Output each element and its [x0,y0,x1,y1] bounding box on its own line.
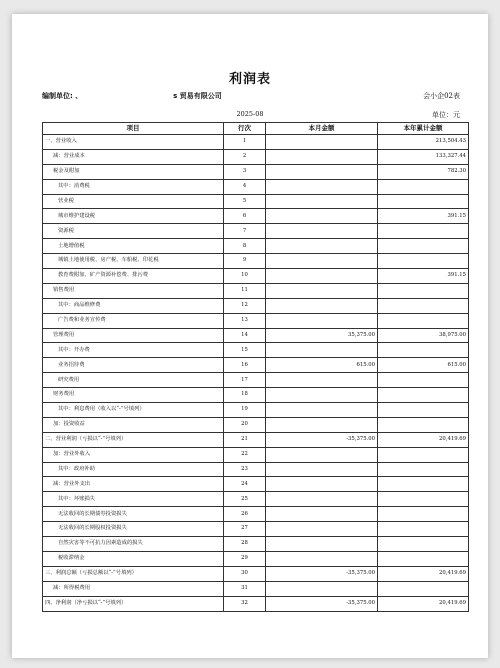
row-month-amount [266,164,378,179]
table-row [43,224,469,239]
row-ytd-amount [378,373,469,388]
row-item-label: 其中：商品维修费 [43,298,224,313]
table-row [43,194,469,209]
row-ytd-amount [378,447,469,462]
row-line-number: 5 [224,194,266,209]
table-row [43,581,469,596]
row-line-number: 15 [224,343,266,358]
row-line-number: 19 [224,403,266,418]
table-row [43,566,469,581]
row-item-label: 营业税 [43,194,224,209]
row-line-number: 8 [224,239,266,254]
row-line-number: 16 [224,358,266,373]
row-item-label: 自然灾害等不可抗力因素造成的损失 [43,537,224,552]
row-ytd-amount [378,537,469,552]
table-row [43,537,469,552]
row-ytd-amount [378,388,469,403]
row-month-amount [266,551,378,566]
table-row [43,283,469,298]
row-line-number: 14 [224,328,266,343]
row-line-number: 13 [224,313,266,328]
column-header-ytd-amount: 本年累计金额 [378,123,469,135]
row-ytd-amount [378,179,469,194]
row-line-number: 17 [224,373,266,388]
row-month-amount [266,388,378,403]
row-ytd-amount [378,551,469,566]
row-ytd-amount [378,343,469,358]
row-month-amount [266,149,378,164]
row-item-label: 城镇土地使用税、房产税、车船税、印花税 [43,254,224,269]
table-row [43,179,469,194]
row-month-amount [266,373,378,388]
company-label: 编制单位: [42,92,73,100]
table-row [43,298,469,313]
report-period: 2025-08 [236,110,264,118]
row-month-amount: 615.00 [266,358,378,373]
row-line-number: 21 [224,432,266,447]
table-row [43,477,469,492]
row-month-amount: -35,375.00 [266,596,378,611]
table-row [43,209,469,224]
row-ytd-amount [378,403,469,418]
row-ytd-amount: 615.00 [378,358,469,373]
row-month-amount [266,135,378,150]
row-item-label: 其中：消费税 [43,179,224,194]
row-ytd-amount: 391.15 [378,269,469,284]
company-name-suffix: 贸易有限公司 [179,92,222,100]
row-item-label: 无法收回的长期债券投资损失 [43,507,224,522]
company-name-partial-1: 、 [75,92,83,100]
table-header-row [43,123,469,135]
table-row [43,432,469,447]
row-item-label: 二、营业利润（亏损以“-”号填列） [43,432,224,447]
row-ytd-amount: 20,419.69 [378,432,469,447]
table-row [43,328,469,343]
row-item-label: 四、净利润（净亏损以“-”号填列） [43,596,224,611]
table-row [43,254,469,269]
row-line-number: 28 [224,537,266,552]
row-item-label: 其中：利息费用（收入以“-”号填列） [43,403,224,418]
row-ytd-amount [378,492,469,507]
row-ytd-amount [378,417,469,432]
row-line-number: 6 [224,209,266,224]
income-statement-table [42,122,469,612]
row-month-amount [266,283,378,298]
row-month-amount [266,522,378,537]
table-row [43,522,469,537]
row-ytd-amount: 133,327.44 [378,149,469,164]
table-row [43,551,469,566]
row-ytd-amount: 391.15 [378,209,469,224]
row-item-label: 税金及附加 [43,164,224,179]
row-ytd-amount [378,581,469,596]
row-line-number: 31 [224,581,266,596]
row-line-number: 7 [224,224,266,239]
row-item-label: 减：营业外支出 [43,477,224,492]
row-month-amount [266,298,378,313]
table-row [43,507,469,522]
row-month-amount [266,194,378,209]
table-row [43,388,469,403]
row-line-number: 12 [224,298,266,313]
row-item-label: 加：投资收益 [43,417,224,432]
row-month-amount [266,417,378,432]
row-line-number: 30 [224,566,266,581]
row-month-amount: 35,375.00 [266,328,378,343]
table-row [43,417,469,432]
table-body [43,135,469,612]
column-header-item: 项目 [43,123,224,135]
row-line-number: 1 [224,135,266,150]
row-item-label: 资源税 [43,224,224,239]
row-ytd-amount: 38,975.00 [378,328,469,343]
row-item-label: 研究费用 [43,373,224,388]
row-line-number: 29 [224,551,266,566]
row-item-label: 减：所得税费用 [43,581,224,596]
row-ytd-amount [378,462,469,477]
row-ytd-amount [378,477,469,492]
row-ytd-amount: 20,419.69 [378,566,469,581]
row-month-amount [266,269,378,284]
row-item-label: 其中：政府补助 [43,462,224,477]
row-ytd-amount [378,194,469,209]
row-line-number: 22 [224,447,266,462]
row-item-label: 管理费用 [43,328,224,343]
company-name-partial-2: s [173,92,178,100]
row-ytd-amount [378,239,469,254]
row-month-amount: -35,375.00 [266,432,378,447]
table-row [43,403,469,418]
row-month-amount [266,462,378,477]
row-ytd-amount [378,313,469,328]
row-item-label: 税收滞纳金 [43,551,224,566]
table-row [43,135,469,150]
row-month-amount [266,447,378,462]
row-item-label: 教育费附加、矿产资源补偿费、排污费 [43,269,224,284]
row-item-label: 业务招待费 [43,358,224,373]
company-line [42,91,222,101]
row-ytd-amount: 213,504.43 [378,135,469,150]
row-ytd-amount [378,283,469,298]
row-ytd-amount [378,298,469,313]
row-month-amount [266,537,378,552]
table-row [43,447,469,462]
table-row [43,164,469,179]
row-line-number: 20 [224,417,266,432]
row-month-amount [266,313,378,328]
row-line-number: 4 [224,179,266,194]
table-row [43,596,469,611]
row-month-amount [266,477,378,492]
row-item-label: 减：营业成本 [43,149,224,164]
row-month-amount [266,492,378,507]
document-title: 利润表 [228,72,271,87]
row-line-number: 3 [224,164,266,179]
row-item-label: 其中：坏账损失 [43,492,224,507]
redacted-company-name [85,93,171,100]
row-item-label: 广告费和业务宣传费 [43,313,224,328]
row-item-label: 其中：开办费 [43,343,224,358]
row-item-label: 无法收回的长期股权投资损失 [43,522,224,537]
row-line-number: 2 [224,149,266,164]
row-item-label: 一、营业收入 [43,135,224,150]
table-row [43,462,469,477]
table-row [43,269,469,284]
row-line-number: 32 [224,596,266,611]
row-line-number: 25 [224,492,266,507]
row-month-amount [266,507,378,522]
row-ytd-amount: 20,419.69 [378,596,469,611]
row-item-label: 财务费用 [43,388,224,403]
row-month-amount [266,343,378,358]
column-header-month-amount: 本月金额 [266,123,378,135]
row-line-number: 10 [224,269,266,284]
row-line-number: 9 [224,254,266,269]
row-line-number: 11 [224,283,266,298]
row-month-amount: -35,375.00 [266,566,378,581]
row-month-amount [266,254,378,269]
row-line-number: 27 [224,522,266,537]
currency-unit: 单位：元 [432,111,460,119]
table-row [43,313,469,328]
row-month-amount [266,581,378,596]
document-page [12,14,488,658]
row-ytd-amount [378,254,469,269]
form-number: 会小企02表 [423,92,460,100]
row-ytd-amount [378,507,469,522]
row-line-number: 23 [224,462,266,477]
row-item-label: 三、利润总额（亏损总额以“-”号填列） [43,566,224,581]
row-line-number: 18 [224,388,266,403]
row-item-label: 销售费用 [43,283,224,298]
row-month-amount [266,224,378,239]
table-row [43,239,469,254]
row-month-amount [266,209,378,224]
row-line-number: 26 [224,507,266,522]
row-item-label: 加：营业外收入 [43,447,224,462]
column-header-line-no: 行次 [224,123,266,135]
row-month-amount [266,179,378,194]
row-item-label: 城市维护建设税 [43,209,224,224]
row-item-label: 土地增值税 [43,239,224,254]
row-month-amount [266,239,378,254]
row-line-number: 24 [224,477,266,492]
table-row [43,492,469,507]
row-ytd-amount: 782.30 [378,164,469,179]
row-ytd-amount [378,224,469,239]
table-row [43,343,469,358]
row-month-amount [266,403,378,418]
row-ytd-amount [378,522,469,537]
table-row [43,149,469,164]
table-row [43,358,469,373]
table-row [43,373,469,388]
